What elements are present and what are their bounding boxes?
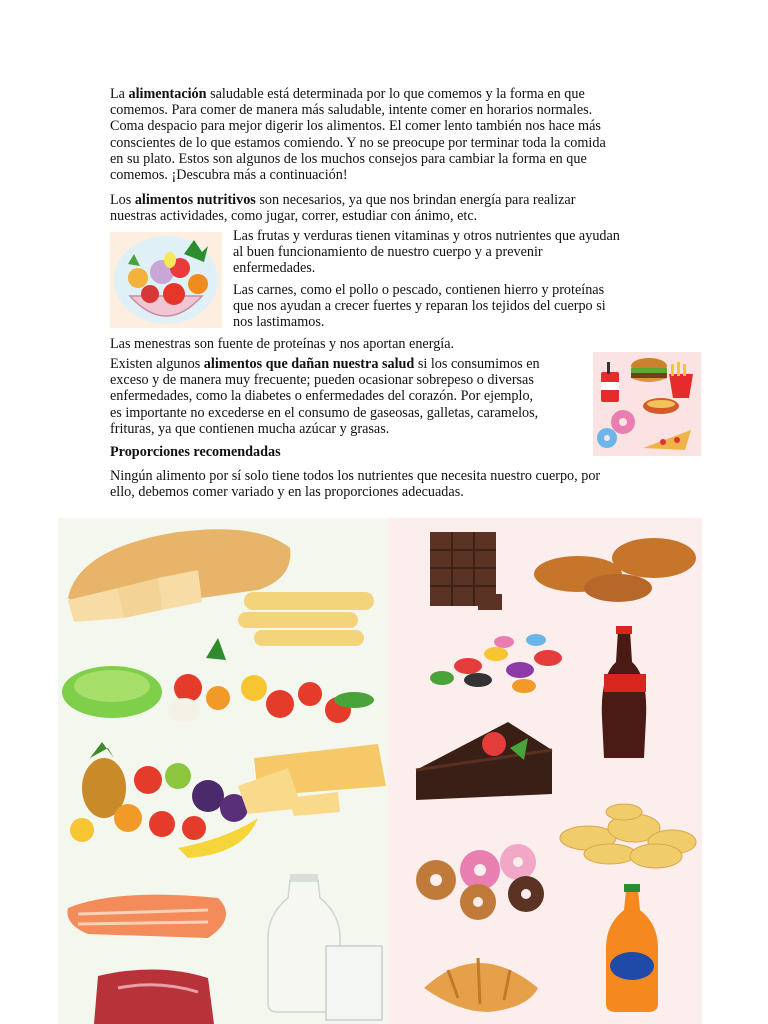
proporciones-paragraph: Ningún alimento por sí solo tiene todos los nutrientes que necesita nuestro cuerpo, por ello, debemos comer variado y en las proporciones adecuadas. <box>110 468 601 501</box>
nutritivos-paragraph: Los alimentos nutritivos son necesarios, ya que nos brindan energía para realizar nuestras actividades, como jugar, correr, estudiar con ánimo, etc. <box>110 192 576 225</box>
proporciones-heading: Proporciones recomendadas <box>110 444 281 460</box>
frutas-paragraph: Las frutas y verduras tienen vitaminas y otros nutrientes que ayudan al buen funcionamiento de nuestro cuerpo y a prevenir enfermedades. <box>233 228 620 277</box>
danan-paragraph: Existen algunos alimentos que dañan nuestra salud si los consumimos en exceso y de manera muy frecuente; pueden ocasionar sobrepeso o diversas enfermedades, como la diabetes o enfermedades del corazón. Por ejemplo, es importante no excederse en el consumo de gaseosas, galletas, caramelos, frituras, ya que contienen mucha azúcar y grasas. <box>110 356 540 437</box>
nutritivos-bold: alimentos nutritivos <box>134 192 256 208</box>
foods-poster-image <box>58 518 702 1024</box>
junk-food-image <box>593 352 701 456</box>
intro-bold: alimentación <box>128 86 207 102</box>
menestras-paragraph: Las menestras son fuente de proteínas y nos aportan energía. <box>110 336 455 352</box>
carnes-paragraph: Las carnes, como el pollo o pescado, contienen hierro y proteínas que nos ayudan a crecer fuertes y reparan los tejidos del cuerpo si nos lastimamos. <box>233 282 606 331</box>
danan-bold: alimentos que dañan nuestra salud <box>203 356 415 372</box>
fruit-vegetable-bowl-image <box>110 232 222 328</box>
intro-paragraph: La alimentación saludable está determinada por lo que comemos y la forma en que comemos. Para comer de manera más saludable, intente comer en horarios normales. Coma despacio para mejor digerir los alimentos. El comer lento también nos hace más conscientes de lo que estamos comiendo. Y no se preocupe por terminar toda la comida en su plato. Estos son algunos de los muchos consejos para cambiar la forma en que comemos. ¡Descubra más a continuación! <box>110 86 606 184</box>
